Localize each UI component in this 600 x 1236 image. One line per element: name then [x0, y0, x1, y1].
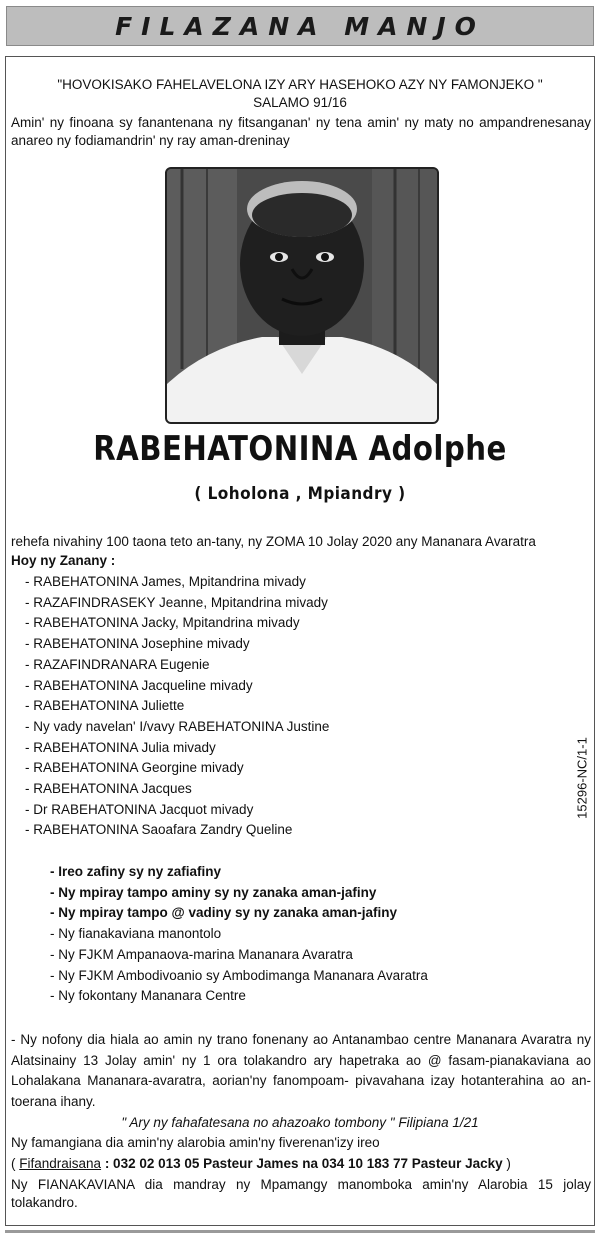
contact-label: Fifandraisana: [19, 1156, 102, 1171]
contact-numbers: : 032 02 013 05 Pasteur James na 034 10 183 77 Pasteur Jacky: [101, 1156, 503, 1171]
list-item: - RABEHATONINA Saoafara Zandry Queline: [25, 822, 293, 838]
list-item: - Ireo zafiny sy ny zafiafiny: [50, 864, 222, 879]
verse-reference: SALAMO 91/16: [253, 95, 347, 110]
condolence-line: Ny famangiana dia amin'ny alarobia amin'ny fiverenan'izy ireo: [11, 1135, 380, 1150]
list-item: - RABEHATONINA Jacqueline mivady: [25, 677, 253, 693]
list-item: - Ny vady navelan' I/vavy RABEHATONINA Justine: [25, 718, 330, 734]
contact-close: ): [502, 1156, 511, 1171]
list-item: - Ny mpiray tampo aminy sy ny zanaka aman-jafiny: [50, 884, 377, 900]
deceased-portrait: [165, 167, 439, 424]
list-item: - RABEHATONINA Georgine mivady: [25, 760, 244, 776]
deceased-titles: ( Loholona , Mpiandry ): [194, 484, 406, 504]
contact-open: (: [11, 1156, 20, 1171]
list-item: - RAZAFINDRANARA Eugenie: [25, 656, 210, 672]
deceased-name: RABEHATONINA Adolphe: [93, 429, 507, 469]
contact-line: [11, 1155, 511, 1173]
bottom-divider: [5, 1230, 595, 1233]
family-list: [50, 862, 428, 1007]
list-item: - Ny fokontany Mananara Centre: [50, 988, 246, 1004]
death-notice: rehefa nivahiny 100 taona teto an-tany, ny ZOMA 10 Jolay 2020 any Mananara Avaratra: [11, 534, 536, 549]
verse-quote: "HOVOKISAKO FAHELAVELONA IZY ARY HASEHOKO AZY NY FAMONJEKO ": [57, 77, 543, 92]
header-banner: [6, 6, 594, 46]
list-item: - RABEHATONINA Josephine mivady: [25, 636, 250, 652]
list-item: - RABEHATONINA Jacques: [25, 781, 192, 797]
intro-text: Amin' ny finoana sy fanantenana ny fitsanganan' ny tena amin' ny maty no ampandrenesanay anareo ny fodiamandrin' ny ray aman-dreninay: [11, 115, 591, 148]
list-item: - Ny mpiray tampo @ vadiny sy ny zanaka aman-jafiny: [50, 905, 398, 921]
list-item: - Ny FJKM Ampanaova-marina Mananara Avaratra: [50, 946, 353, 962]
family-visit: Ny FIANAKAVIANA dia mandray ny Mpamangy manomboka amin'ny Alarobia 15 jolay tolakandro.: [11, 1177, 591, 1210]
list-item: - Dr RABEHATONINA Jacquot mivady: [25, 801, 254, 817]
list-item: - RABEHATONINA Juliette: [25, 698, 185, 714]
reference-code: 15296-NC/1-1: [574, 737, 590, 819]
list-item: - RABEHATONINA Jacky, Mpitandrina mivady: [25, 615, 300, 631]
list-item: - Ny fianakaviana manontolo: [50, 926, 222, 942]
children-list: [25, 572, 329, 841]
banner-title: FILAZANA MANJO: [115, 11, 485, 41]
list-item: - Ny FJKM Ambodivoanio sy Ambodimanga Mananara Avaratra: [50, 967, 428, 983]
list-item: - RABEHATONINA James, Mpitandrina mivady: [25, 574, 306, 589]
list-item: - RAZAFINDRASEKY Jeanne, Mpitandrina mivady: [25, 594, 328, 610]
closing-quote: " Ary ny fahafatesana no ahazoako tombony " Filipiana 1/21: [121, 1115, 479, 1130]
list-item: - RABEHATONINA Julia mivady: [25, 739, 216, 755]
children-heading: Hoy ny Zanany :: [11, 553, 116, 568]
funeral-arrangements: - Ny nofony dia hiala ao amin ny trano fonenany ao Antanambao centre Mananara Avaratra ny Alatsinainy 13 Jolay amin' ny 1 ora tolakandro ary hapetraka ao @ fasam-pianakaviana ao Lohalakana Mananara-avaratra, aorian'ny fanompoam- pivavahana izay hotanterahina ao an-toerana ihany.: [11, 1032, 591, 1109]
